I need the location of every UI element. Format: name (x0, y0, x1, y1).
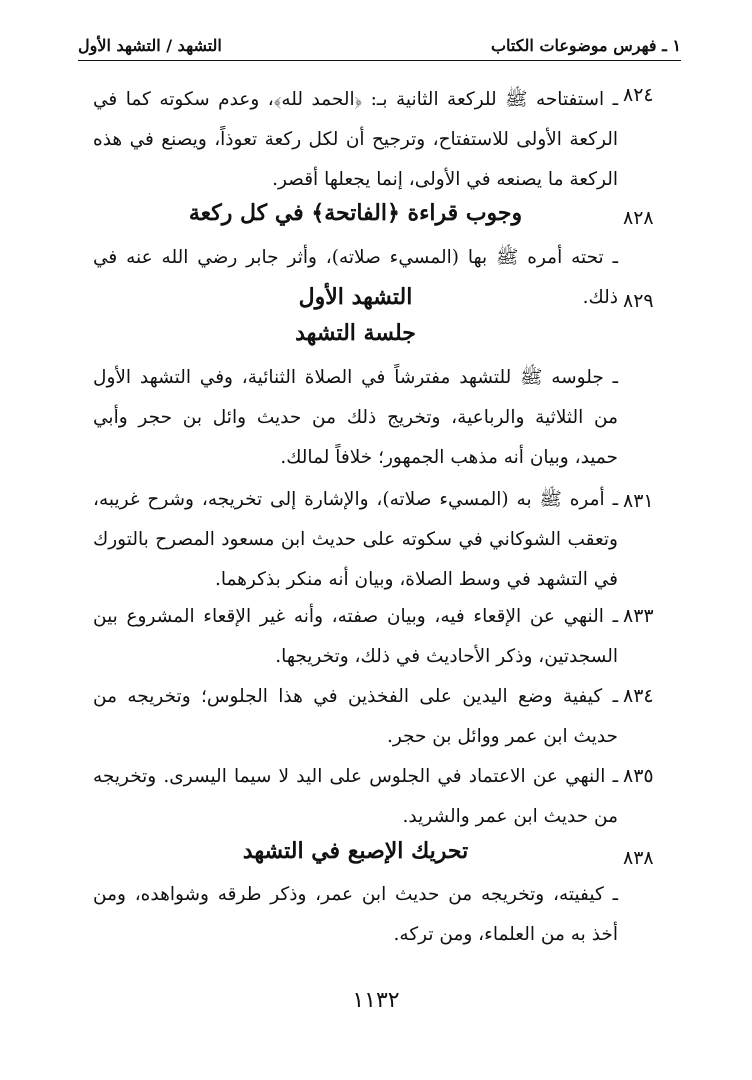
section-subheading: جلسة التشهد (295, 320, 416, 346)
index-entry-text: ـ أمره ﷺ به (المسيء صلاته)، والإشارة إلى تخريجه، وشرح غريبه، وتعقب الشوكاني في سكوته على حديث ابن مسعود المصرح بالتورك في التشهد في وسط الصلاة، وبيان أنه منكر بذكرهما. (93, 489, 618, 590)
index-entry-text: ـ كيفيته، وتخريجه من حديث ابن عمر، وذكر طرقه وشواهده، ومن أخذ به من العلماء، ومن تركه. (93, 884, 618, 945)
index-entry-text: ـ النهي عن الإقعاء فيه، وبيان صفته، وأنه غير الإقعاء المشروع بين السجدتين، وذكر الأحاديث في ذلك، وتخريجها. (93, 606, 618, 667)
running-header (78, 30, 681, 61)
page-ref-number: ٨٣١ (623, 490, 654, 512)
index-entry-text: ـ تحته أمره ﷺ بها (المسيء صلاته)، وأثر جابر رضي الله عنه في ذلك. (93, 247, 618, 308)
header-chapter-title: التشهد / التشهد الأول (78, 35, 222, 55)
section-heading: تحريك الإصبع في التشهد (242, 838, 469, 864)
page-number: ١١٣٢ (352, 988, 400, 1013)
page-ref-number: ٨٢٨ (623, 207, 654, 229)
page-ref-number: ٨٣٣ (623, 605, 654, 627)
header-section-title: ١ ـ فهرس موضوعات الكتاب (490, 35, 681, 55)
page-ref-number: ٨٢٤ (623, 84, 654, 106)
index-entry-text: ـ كيفية وضع اليدين على الفخذين في هذا الجلوس؛ وتخريجه من حديث ابن عمر ووائل بن حجر. (93, 686, 618, 747)
index-entry-text: ـ استفتاحه ﷺ للركعة الثانية بـ: ﴿الحمد لله﴾، وعدم سكوته كما في الركعة الأولى للاستفتاح، وترجيح أن لكل ركعة تعوذاً، ويصنع في هذه الركعة ما يصنعه في الأولى، إنما يجعلها أقصر. (93, 89, 618, 190)
index-entry-text: ـ جلوسه ﷺ للتشهد مفترشاً في الصلاة الثنائية، وفي التشهد الأول من الثلاثية والرباعية، وتخريج ذلك من حديث وائل بن حجر وأبي حميد، وبيان أنه مذهب الجمهور؛ خلافاً لمالك. (93, 367, 618, 468)
page-ref-number: ٨٣٤ (623, 685, 654, 707)
page-ref-number: ٨٢٩ (623, 290, 654, 312)
index-entry-text: ـ النهي عن الاعتماد في الجلوس على اليد لا سيما اليسرى. وتخريجه من حديث ابن عمر والشريد. (93, 766, 618, 827)
section-heading: التشهد الأول (298, 284, 413, 310)
page-ref-number: ٨٣٥ (623, 765, 654, 787)
section-heading: وجوب قراءة ﴿الفاتحة﴾ في كل ركعة (188, 200, 523, 226)
page-ref-number: ٨٣٨ (623, 847, 654, 869)
